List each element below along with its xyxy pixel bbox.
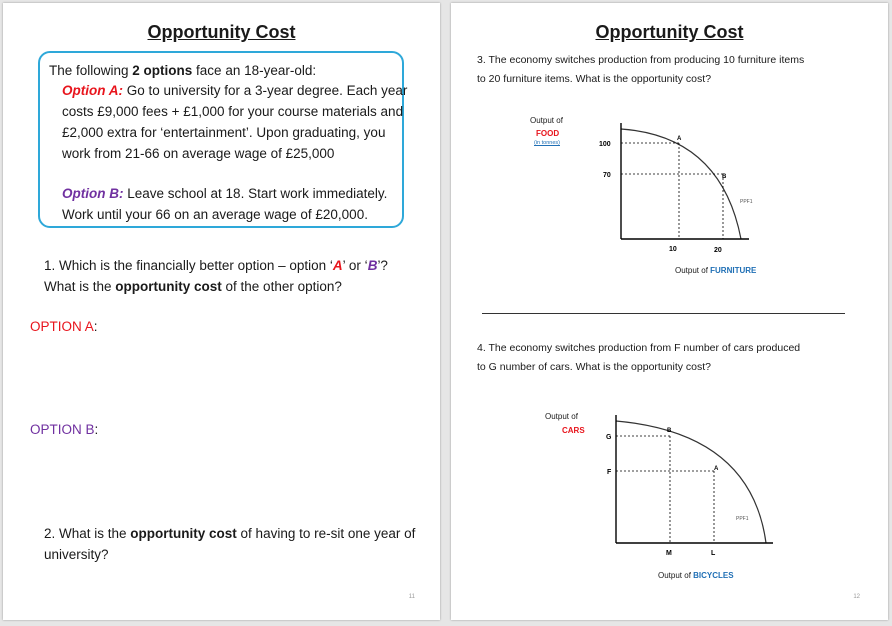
question-1-line-1: 1. Which is the financially better option – option ‘A’ or ‘B’? — [44, 258, 388, 273]
question-2-line-2: university? — [44, 547, 109, 562]
graph2-point-b: B — [667, 428, 672, 434]
option-b-label: Option B: — [62, 186, 124, 201]
graph1-x-tick-10: 10 — [669, 246, 677, 253]
page-number: 12 — [853, 594, 860, 600]
graph2-x-tick-m: M — [666, 550, 672, 557]
question-3-line-1: 3. The economy switches production from producing 10 furniture items — [477, 54, 805, 66]
slide-page-11 — [3, 3, 440, 620]
graph1-ppf-chart — [591, 121, 751, 261]
page-title: Opportunity Cost — [595, 22, 744, 42]
graph2-point-a: A — [714, 466, 719, 472]
graph2-curve-label: PPF1 — [736, 516, 749, 522]
question-3-line-2: to 20 furniture items. What is the opportunity cost? — [477, 73, 712, 85]
question-4-line-1: 4. The economy switches production from F number of cars produced — [477, 342, 801, 354]
option-a-label: Option A: — [62, 83, 123, 98]
question-2-line-1: 2. What is the opportunity cost of having to re-sit one year of — [44, 526, 416, 541]
graph1-y-label-1: Output of — [530, 116, 563, 125]
question-4-line-2: to G number of cars. What is the opportunity cost? — [477, 361, 712, 373]
graph1-y-label-2: FOOD — [536, 129, 560, 138]
slide-page-12 — [451, 3, 888, 620]
graph1-point-a: A — [677, 136, 682, 142]
graph2-y-label-1: Output of — [545, 412, 578, 421]
graph1-y-tick-70: 70 — [603, 172, 611, 179]
graph2-ppf-chart — [601, 415, 776, 557]
answer-b-label: OPTION B: — [30, 422, 99, 437]
graph2-ppf-curve — [616, 421, 766, 543]
option-a-line-1: Option A: Go to university for a 3-year degree. Each year — [62, 83, 408, 98]
graph2-x-tick-l: L — [711, 550, 716, 557]
option-b-line-2: Work until your 66 on an average wage of £20,000. — [62, 207, 368, 222]
graph1-y-tick-100: 100 — [599, 141, 611, 148]
page-title: Opportunity Cost — [147, 22, 296, 42]
graph2-y-label-2: CARS — [562, 426, 585, 435]
option-b-line-1: Option B: Leave school at 18. Start work immediately. — [62, 186, 388, 201]
page-number: 11 — [408, 594, 415, 600]
graph2-y-tick-f: F — [607, 469, 612, 476]
answer-a-label: OPTION A: — [30, 319, 98, 334]
graph2-x-label: Output of BICYCLES — [658, 571, 734, 580]
graph2-y-tick-g: G — [606, 434, 612, 441]
graph1-point-b: B — [722, 174, 727, 180]
graph1-x-tick-20: 20 — [714, 247, 722, 254]
question-1-line-2: What is the opportunity cost of the other option? — [44, 279, 342, 294]
section-divider — [482, 313, 845, 314]
option-a-line-2: costs £9,000 fees + £1,000 for your course materials and — [62, 104, 404, 119]
option-a-line-3: £2,000 extra for ‘entertainment’. Upon graduating, you — [62, 125, 386, 140]
graph1-y-label-3: (in tonnes) — [534, 140, 560, 146]
option-a-line-4: work from 21-66 on average wage of £25,000 — [62, 146, 335, 161]
graph1-x-label: Output of FURNITURE — [675, 266, 757, 275]
intro-text: The following 2 options face an 18-year-old: — [49, 63, 317, 78]
graph1-curve-label: PPF1 — [740, 199, 753, 205]
